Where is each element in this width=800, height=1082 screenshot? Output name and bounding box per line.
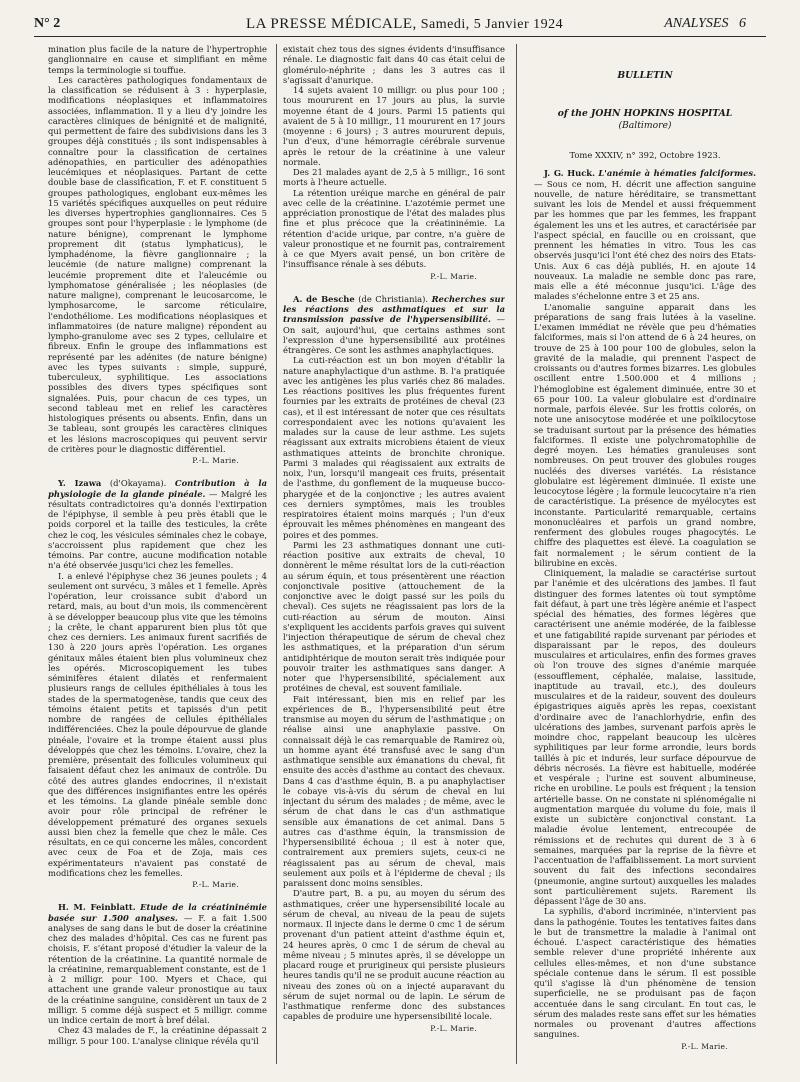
article-paragraph: Chez 43 malades de F., la créatinine dépassait 2 milligr. 5 pour 100. L'analyse clinique révéla qu'il xyxy=(48,1025,267,1046)
journal-heading: BULLETIN xyxy=(617,70,673,81)
article-izawa xyxy=(48,478,267,570)
journal-name: LA PRESSE MÉDICALE, xyxy=(246,16,417,32)
article-paragraph: Des 21 malades ayant de 2,5 à 5 milligr., 16 sont morts à l'heure actuelle. xyxy=(283,167,505,188)
issue-date: Samedi, 5 Janvier 1924 xyxy=(420,17,564,32)
journal-heading-city: (Baltimore) xyxy=(618,120,672,131)
article-feinblatt xyxy=(48,902,267,1025)
article-signature: P.-L. Marie. xyxy=(192,880,239,889)
article-paragraph: La rétention uréique marche en général de pair avec celle de la créatinine. L'azotémie permet une appréciation pronostique de l'état des malades plus fine et plus précoce que la créatininémie. La rétention d'acide urique, par contre, n'a guère de valeur pronostique et ne fournit pas, contrairement à ce que Myers avait pensé, un bon critère de l'insuffisance rénale à ses débuts. xyxy=(283,187,505,270)
article-paragraph: D'autre part, B. a pu, au moyen du sérum des asthmatiques, créer une hypersensibilité locale au sérum de cheval, au niveau de la peau de sujets normaux. Il injecte dans le derme 0 cmc 1 de sérum provenant d'un patient atteint d'asthme équin et, 24 heures après, 0 cmc 1 de sérum de cheval au même niveau ; 5 minutes après, il se développe un placard rouge et prurigineux qui persiste plusieurs heures tandis qu'il ne se produit aucune réaction au niveau des zones où on a injecté auparavant du sérum de sujet normal ou de lapin. Le sérum de l'asthmatique renferme donc des substances capables de produire une hypersensibilité locale. xyxy=(283,888,505,1022)
article-huck xyxy=(534,168,756,301)
column-1 xyxy=(48,44,267,1074)
article-author: A. de Besche xyxy=(293,293,355,304)
article-paragraph: Parmi les 23 asthmatiques donnant une cuti-réaction positive aux extraits de cheval, 10 donnèrent le même résultat lors de la cuti-réaction au sérum équin, et tous présentèrent une réaction conjonctivale positive (attouchement de la conjonctive avec le doigt passé sur les poils du cheval). Ces sujets ne réagissaient pas lors de la cuti-réaction au sérum de mouton. Ainsi s'expliquent les accidents parfois graves qui suivent l'injection thérapeutique de sérum de cheval chez les asthmatiques, et la préparation d'un sérum antidiphtérique de mouton serait très indiquée pour pouvoir traiter les asthmatiques sans danger. A noter que l'hypersensibilité, spécialement aux protéines de cheval, est souvent familiale. xyxy=(283,539,505,694)
article-paragraph: I. a enlevé l'épiphyse chez 36 jeunes poulets ; 4 seulement ont survécu, 3 mâles et 1 femelle. Après l'opération, leur croissance subit d'abord un retard, mais, au bout d'un mois, ils commencèrent à se développer beaucoup plus vite que les témoins ; la crête, le chant apparurent bien plus tôt que chez ces derniers. Les animaux furent sacrifiés de 130 à 220 jours après l'opération. Les organes génitaux mâles étaient bien plus volumineux chez les opérés. Microscopiquement les tubes séminifères étaient dilatés et renfermaient plusieurs rangs de cellules épithéliales à tous les stades de la spermatogenèse, tandis que ceux des témoins étaient petits et tapissés d'un petit nombre de rangées de cellules épithéliales indifférenciées. Chez la poule dépourvue de glande pinéale, l'ovaire et la trompe étaient aussi plus développés que chez les témoins. L'ovaire, chez la première, présentait des follicules volumineux qui faisaient défaut chez les animaux de contrôle. Du côté des autres glandes endocrines, il n'existait que des différences insignifiantes entre les opérés et les témoins. La glande pinéale semble donc avoir pour rôle principal de refréner le développement prématuré des organes sexuels aussi bien chez la femelle que chez le mâle. Ces résultats, en ce qui concerne les mâles, concordent avec ceux de Foa et de Zoja, mais ces expérimentateurs n'avaient pas constaté de modifications chez les femelles. xyxy=(48,570,267,878)
page-header xyxy=(34,14,766,36)
article-title: Contribution à la physiologie de la glande pinéale. xyxy=(48,478,267,499)
article-title: Recherches sur les réactions des asthmatiques et sur la transmission passive de l'hypersensibilité. xyxy=(283,293,505,325)
journal-title xyxy=(246,16,563,33)
article-title: Etude de la créatininémie basée sur 1.500 analyses. xyxy=(48,902,267,923)
column-divider xyxy=(516,44,517,1064)
article-paragraph: Fait intéressant, bien mis en relief par les expériences de B., l'hypersensibilité peut être transmise au moyen du sérum de l'asthmatique ; on réalise ainsi une anaphylaxie passive. On connaissait déjà le cas remarquable de Ramirez où, un homme ayant été transfusé avec le sang d'un asthmatique sensible aux émanations du cheval, fit ensuite des accès d'asthme au contact des chevaux. Dans 4 cas d'asthme équin, B. a pu anaphylactiser le cobaye vis-à-vis du sérum de cheval en lui injectant du sérum des malades ; de même, avec le sérum de chat dans le cas d'un asthmatique sensible aux émanations de cet animal. Dans 5 autres cas d'asthme équin, la transmission de l'hypersensibilité échoua ; il est à noter que, contrairement aux premiers sujets, ceux-ci ne réagissaient pas au sérum de cheval, mais seulement aux poils et à l'épiderme de cheval ; ils paraissent donc moins sensibles. xyxy=(283,693,505,888)
article-title: L'anémie à hématies falciformes. xyxy=(598,168,756,179)
article-signature: P.-L. Marie. xyxy=(430,271,477,281)
article-paragraph: Cliniquement, la maladie se caractérise surtout par l'anémie et des ulcérations des jambes. Il faut distinguer des formes latentes où tout symptôme fait défaut, à part une très légère anémie et l'aspect spécial des hématies, des formes légères que caractérisent une anémie modérée, de la faiblesse et une fatigabilité rapide survenant par périodes et disparaissant par le repos, des douleurs musculaires et articulaires, enfin des formes graves où l'on trouve des signes d'anémie marquée (essoufflement, céphalée, malaise, lassitude, inaptitude au travail, etc.), des douleurs musculaires et de la raideur, souvent des douleurs épigastriques aiguës après les repas, coexistant d'ordinaire avec de l'anachlorhydrie, enfin des ulcérations des jambes, survenant parfois après le moindre choc, rappelant beaucoup les ulcères syphilitiques par leur forme arrondie, leurs bords taillés à pic et indurés, leur surface dépourvue de débris nécrosés. La fièvre est habituelle, modérée et vespérale ; l'urine est souvent albumineuse, riche en urobiline. Le pouls est fréquent ; la tension artérielle basse. On ne constate ni splénomégalie ni augmentation marquée du volume du foie, mais il existe un subictère conjonctival constant. La maladie évolue lentement, entrecoupée de rémissions et de rechutes qui durent de 3 à 6 semaines, marquées par la reprise de la fièvre et l'accentuation de l'affaiblissement. La mort survient souvent du fait des infections secondaires (pneumonie, angine surtout) auxquelles les malades sont particulièrement sujets. Rarement ils dépassent l'âge de 30 ans. xyxy=(534,568,756,906)
article-paragraph: existait chez tous des signes évidents d'insuffisance rénale. Le diagnostic fait dans 40 cas était celui de glomérulo-néphrite ; dans les 3 autres cas il s'agissait d'anurique. xyxy=(283,44,505,85)
author-affiliation: (d'Okayama). xyxy=(109,478,167,489)
header-rule xyxy=(34,36,766,37)
page-number-left: N° 2 xyxy=(34,16,61,31)
journal-heading-name: of the JOHN HOPKINS HOSPITAL xyxy=(557,108,733,119)
column-divider xyxy=(276,44,277,1064)
article-signature: P.-L. Marie. xyxy=(192,456,239,465)
column-3 xyxy=(534,44,756,1074)
article-author: H. M. Feinblatt. xyxy=(58,902,136,913)
article-author: Y. Izawa xyxy=(58,478,102,489)
section-title: ANALYSES 6 xyxy=(664,16,746,31)
journal-volume: Tome XXXIV, n° 392, Octobre 1923. xyxy=(569,150,721,160)
article-paragraph: 14 sujets avaient 10 milligr. ou plus pour 100 ; tous moururent en 17 jours au plus, la survie moyenne étant de 4 jours. Parmi 15 patients qui avaient de 5 à 10 milligr., 11 moururent en 17 jours (moyenne : 6 jours) ; 3 autres moururent depuis, l'un d'eux, d'une hémorragie cérébrale survenue après le retour de la créatinine à une valeur normale. xyxy=(283,85,505,167)
article-paragraph: mination plus facile de la nature de l'hypertrophie ganglionnaire en cause et simplifiant en même temps la terminologie si touffue. xyxy=(48,44,267,75)
article-paragraph: La syphilis, d'abord incriminée, n'intervient pas dans la pathogénie. Toutes les tentatives faites dans le but de transmettre la maladie à l'animal ont échoué. L'aspect caractéristique des hématies semble relever d'une propriété inhérente aux cellules elles-mêmes, et non d'une substance spéciale contenue dans le sérum. Il est possible qu'il s'agisse là d'un phénomène de tension superficielle, ne se produisant pas de façon accentuée dans le sang circulant. En tout cas, le sérum des malades reste sans effet sur les hématies normales ou provenant d'autres affections sanguines. xyxy=(534,906,756,1040)
article-paragraph: La cuti-réaction est un bon moyen d'établir la nature anaphylactique d'un asthme. B. l'a pratiquée avec les antigènes les plus variés chez 86 malades. Les réactions positives les plus fréquentes furent fournies par les extraits de protéines de cheval (23 cas), et il est intéressant de noter que ces résultats correspondaient avec les notions qu'avaient les malades sur la cause de leur asthme. Les sujets réagissant aux extraits microbiens étaient de vieux asthmatiques atteints de bronchite chronique. Parmi 3 malades qui réagissaient aux extraits de noix, l'un, lorsqu'il mangeait ces fruits, présentait de l'asthme, du gonflement de la muqueuse bucco-pharygée et de la conjonctive ; les autres avaient ces derniers symptômes, mais les troubles respiratoires étaient moins marqués ; l'un d'eux éprouvait les mêmes phénomènes en mangeant des poires et des pommes. xyxy=(283,355,505,540)
article-signature: P.-L. Marie. xyxy=(430,1023,477,1033)
article-author: J. G. Huck. xyxy=(544,168,596,179)
article-paragraph: Les caractères pathologiques fondamentaux de la classification se réduisent à 3 : hyperplasie, modifications néoplasiques et inflammatoires associées, inflammation. Il y a lieu d'y joindre les caractères cliniques de bénignité et de malignité, qui permettent de faire des subdivisions dans les 3 groupes déjà constitués ; ils sont indispensables à connaître pour la classification de certaines adénopathies, en particulier des adénopathies leucémiques et néoplasiques. Partant de cette double base de classification, F. et F. constituent 5 groupes pathologiques, englobant eux-mêmes les 15 variétés spécifiques auxquelles on peut réduire les diverses hypertrophies ganglionnaires. Ces 5 groupes sont pour l'hyperplasie : le lymphome (de nature bénigne), comprenant le lymphome proprement dit (status lymphaticus), le lymphadénome, la fièvre ganglionnaire ; la leucémie (de nature maligne) comprenant la leucémie proprement dite et l'aleucémie ou lymphomatose généralisée ; les néoplasies (de nature maligne), comprenant le leucosarcome, le lymphosarcome, le sarcome réticulaire, l'endothéliome. Les modifications néoplasiques et inflammatoires (de nature maligne) répondent au lympho-granulome avec ses 2 types, cellulaire et fibreux. Enfin le groupe des inflammations est représenté par les adénites (de nature bénigne) avec les types suivants : simple, suppuré, tuberculeux, syphilitique. Les associations possibles des divers types spécifiques sont signalées. Puis, pour chacun de ces types, un second tableau met en relief les caractères histologiques présents ou absents. Enfin, dans un 3e tableau, sont groupés les caractères cliniques et les lésions macroscopiques qui peuvent servir de critères pour le diagnostic différentiel. xyxy=(48,74,267,454)
article-text: — On sait, aujourd'hui, que certains asthmes sont l'expression d'une hypersensibilité aux protéines étrangères. Ce sont les asthmes anaphylactiques. xyxy=(283,314,505,355)
article-de-besche xyxy=(283,294,505,356)
article-text: — F. a fait 1.500 analyses de sang dans le but de doser la créatinine chez des malades d'hôpital. Ces cas ne furent pas choisis, F. s'étant proposé d'étudier la valeur de la rétention de la créatinine. La quantité normale de la créatinine, remarquablement constante, est de 1 à 2 milligr. pour 100. Myers et Chace, qui attachent une grande valeur pronostique au taux de la créatinine sanguine, considèrent un taux de 2 milligr. 5 comme déjà suspect et 5 milligr. comme un indice certain de mort à bref délai. xyxy=(48,912,267,1025)
article-signature: P.-L. Marie. xyxy=(681,1041,728,1051)
page-number-right: 6 xyxy=(739,16,746,31)
article-text: — Sous ce nom, H. décrit une affection sanguine nouvelle, de nature héréditaire, se transmettant suivant les lois de Mendel et aussi fréquemment par les hommes que par les femmes, les frappant également les uns et les autres, et caractérisée par l'aspect spécial, en faucille ou en croissant, que prennent les hématies in vitro. Tous les cas observés jusqu'ici l'ont été chez des noirs des Etats-Unis. Aux 6 cas déjà publiés, H. en ajoute 14 nouveaux. La maladie ne semble donc pas rare, mais elle a été méconnue jusqu'ici. L'âge des malades s'échelonne entre 3 et 25 ans. xyxy=(534,178,756,302)
article-paragraph: L'anomalie sanguine apparait dans les préparations de sang frais lutées à la vaseline. L'examen immédiat ne révèle que peu d'hématies falciformes, mais si l'on attend de 6 à 24 heures, on trouve de 25 à 100 pour 100 de globules, selon la gravité de la maladie, qui prennent l'aspect de croissants ou d'autres formes bizarres. Les globules oscillent entre 1.500.000 et 4 millions ; l'hémoglobine est également diminuée, entre 30 et 65 pour 100. La valeur globulaire est d'ordinaire normale, parfois élevée. Sur les frottis colorés, on note une anisocytose modérée et une poïkilocytose se traduisant surtout par la présence des hématies falciformes. Il existe une polychromatophilie de degré moyen. Les hématies granuleuses sont nombreuses. On peut trouver des globules rouges nucléés des diverses variétés. La résistance globulaire est légèrement diminuée. Il existe une leucocytose légère ; la formule leucocytaire n'a rien de caractéristique. La présence de myélocytes est inconstante. Particularité remarquable, certains mononucléaires et parfois un grand nombre, renferment des globules rouges phagocytés. Le chiffre des plaquettes est élevé. La coagulation se fait normalement ; le sérum contient de la bilirubine en excès. xyxy=(534,301,756,568)
article-text: — Malgré les résultats contradictoires qu'a donnés l'extirpation de l'épiphyse, il semble à peu près établi que le poids corporel et la taille des testicules, la crête chez le coq, les vésicules séminales chez le cobaye, s'accroissent plus rapidement que chez les témoins. Par contre, aucune modification notable n'a été observée jusqu'ici chez les femelles. xyxy=(48,488,267,571)
author-affiliation: (de Christiania). xyxy=(358,293,429,304)
column-2 xyxy=(283,44,505,1074)
